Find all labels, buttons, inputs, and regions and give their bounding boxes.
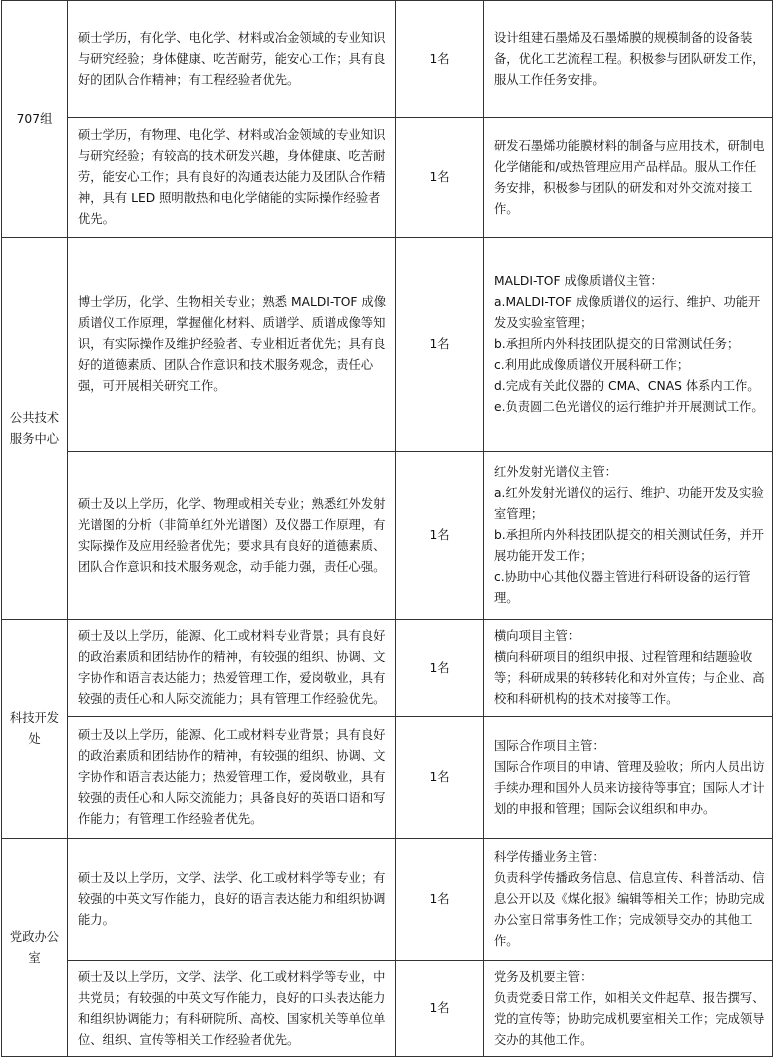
duty-cell: [484, 839, 773, 961]
table-row: [2, 238, 773, 452]
count-cell: 1名: [396, 839, 484, 961]
duty-line: 国际合作项目的申请、管理及验收；所内人员出访手续办理和国外人员来访接待等事宜；国际人才计划的申报和管理；国际会议组织和申办。: [494, 759, 765, 816]
count-cell: 1名: [396, 118, 484, 238]
duty-cell: [484, 118, 773, 238]
table-row: [2, 1, 773, 118]
requirement-cell: 硕士及以上学历，能源、化工或材料专业背景；具有良好的政治素质和团结协作的精神，有较强的组织、协调、文字协作和语言表达能力；热爱管理工作，爱岗敬业，具有较强的责任心和人际交流能力；具有管理工作经验优先。: [68, 620, 396, 717]
duty-line: e.负责圆二色光谱仪的运行维护并开展测试工作。: [494, 400, 764, 414]
dept-cell: 党政办公室: [2, 839, 68, 1057]
duty-line: b.承担所内外科技团队提交的日常测试任务；: [494, 337, 740, 351]
requirement-cell: 硕士及以上学历，文学、法学、化工或材料学等专业，中共党员；有较强的中英文写作能力，良好的口头表达能力和组织协调能力；有科研院所、高校、国家机关等单位单位、组织、宣传等相关工作经验者优先。: [68, 961, 396, 1057]
count-cell: 1名: [396, 238, 484, 452]
count-cell: 1名: [396, 961, 484, 1057]
duty-title: 党务及机要主管：: [494, 969, 593, 984]
duty-title: 红外发射光谱仪主管：: [494, 465, 617, 479]
duty-cell: [484, 961, 773, 1057]
requirement-cell: 博士学历，化学、生物相关专业；熟悉 MALDI-TOF 成像质谱仪工作原理，掌握催化材料、质谱学、质谱成像等知识，有实际操作及维护经验者、专业相近者优先；具有良好的道德素质、团队合作意识和技术服务观念，责任心强，可开展相关研究工作。: [68, 238, 396, 452]
duty-cell: [484, 620, 773, 717]
requirement-cell: 硕士学历，有化学、电化学、材料或冶金领域的专业知识与研究经验；身体健康、吃苦耐劳，能安心工作；具有良好的团队合作精神；有工程经验者优先。: [68, 1, 396, 118]
duty-line: a.MALDI-TOF 成像质谱仪的运行、维护、功能开发及实验室管理；: [494, 295, 761, 330]
table-row: [2, 961, 773, 1057]
duty-line: d.完成有关此仪器的 CMA、CNAS 体系内工作。: [494, 379, 760, 393]
duty-title: 科学传播业务主管：: [494, 850, 605, 864]
count-cell: 1名: [396, 452, 484, 620]
requirement-cell: 硕士及以上学历，文学、法学、化工或材料学等专业；有较强的中英文写作能力，良好的语言表达能力和组织协调能力。: [68, 839, 396, 961]
duty-line: 研发石墨烯功能膜材料的制备与应用技术，研制电化学储能和/或热管理应用产品样品。服从工作任务安排，积极参与团队的研发和对外交流对接工作。: [494, 138, 765, 216]
duty-line: c.协助中心其他仪器主管进行科研设备的运行管理。: [494, 570, 751, 605]
duty-title: 横向项目主管：: [494, 629, 581, 643]
table-row: [2, 620, 773, 717]
table-row: [2, 839, 773, 961]
requirement-cell: 硕士学历，有物理、电化学、材料或冶金领域的专业知识与研究经验；有较高的技术研发兴趣，身体健康、吃苦耐劳，能安心工作；具有良好的沟通表达能力及团队合作精神，具有 LED 照明散热和电化学储能的实际操作经验者优先。: [68, 118, 396, 238]
duty-cell: [484, 238, 773, 452]
duty-cell: [484, 717, 773, 839]
duty-line: 设计组建石墨烯及石墨烯膜的规模制备的设备装备，优化工艺流程工程。积极参与团队研发工作，服从工作任务安排。: [494, 30, 765, 87]
requirement-cell: 硕士及以上学历，化学、物理或相关专业；熟悉红外发射光谱图的分析（非简单红外光谱图）及仪器工作原理，有实际操作及应用经验者优先；要求具有良好的道德素质、团队合作意识和技术服务观念，动手能力强，责任心强。: [68, 452, 396, 620]
duty-cell: [484, 1, 773, 118]
duty-title: MALDI-TOF 成像质谱仪主管：: [494, 274, 663, 288]
table-row: [2, 452, 773, 620]
duty-line: 负责科学传播政务信息、信息宣传、科普活动、信息公开以及《煤化报》编辑等相关工作；协助完成办公室日常事务性工作；完成领导交办的其他工作。: [494, 871, 765, 948]
dept-cell: 公共技术服务中心: [2, 238, 68, 620]
duty-line: a.红外发射光谱仪的运行、维护、功能开发及实验室管理；: [494, 486, 764, 521]
duty-title: 国际合作项目主管：: [494, 738, 605, 753]
duty-line: c.利用此成像质谱仪开展科研工作；: [494, 358, 690, 372]
table-row: [2, 717, 773, 839]
duty-line: b.承担所内外科技团队提交的相关测试任务，并开展功能开发工作；: [494, 528, 764, 563]
requirement-cell: 硕士及以上学历，能源、化工或材料专业背景；具有良好的政治素质和团结协作的精神，有较强的组织、协调、文字协作和语言表达能力；热爱管理工作，爱岗敬业，具有较强的责任心和人际交流能力；具备良好的英语口语和写作能力；有管理工作经验者优先。: [68, 717, 396, 839]
duty-line: 横向科研项目的组织申报、过程管理和结题验收等；科研成果的转移转化和对外宣传；与企业、高校和科研机构的技术对接等工作。: [494, 650, 765, 706]
count-cell: 1名: [396, 620, 484, 717]
recruitment-table: [1, 0, 773, 1057]
dept-cell: 科技开发处: [2, 620, 68, 839]
duty-cell: [484, 452, 773, 620]
table-row: [2, 118, 773, 238]
count-cell: 1名: [396, 1, 484, 118]
dept-cell: 707组: [2, 1, 68, 238]
duty-line: 负责党委日常工作，如相关文件起草、报告撰写、党的宣传等；协助完成机要室相关工作；完成领导交办的其他工作。: [494, 990, 765, 1047]
count-cell: 1名: [396, 717, 484, 839]
